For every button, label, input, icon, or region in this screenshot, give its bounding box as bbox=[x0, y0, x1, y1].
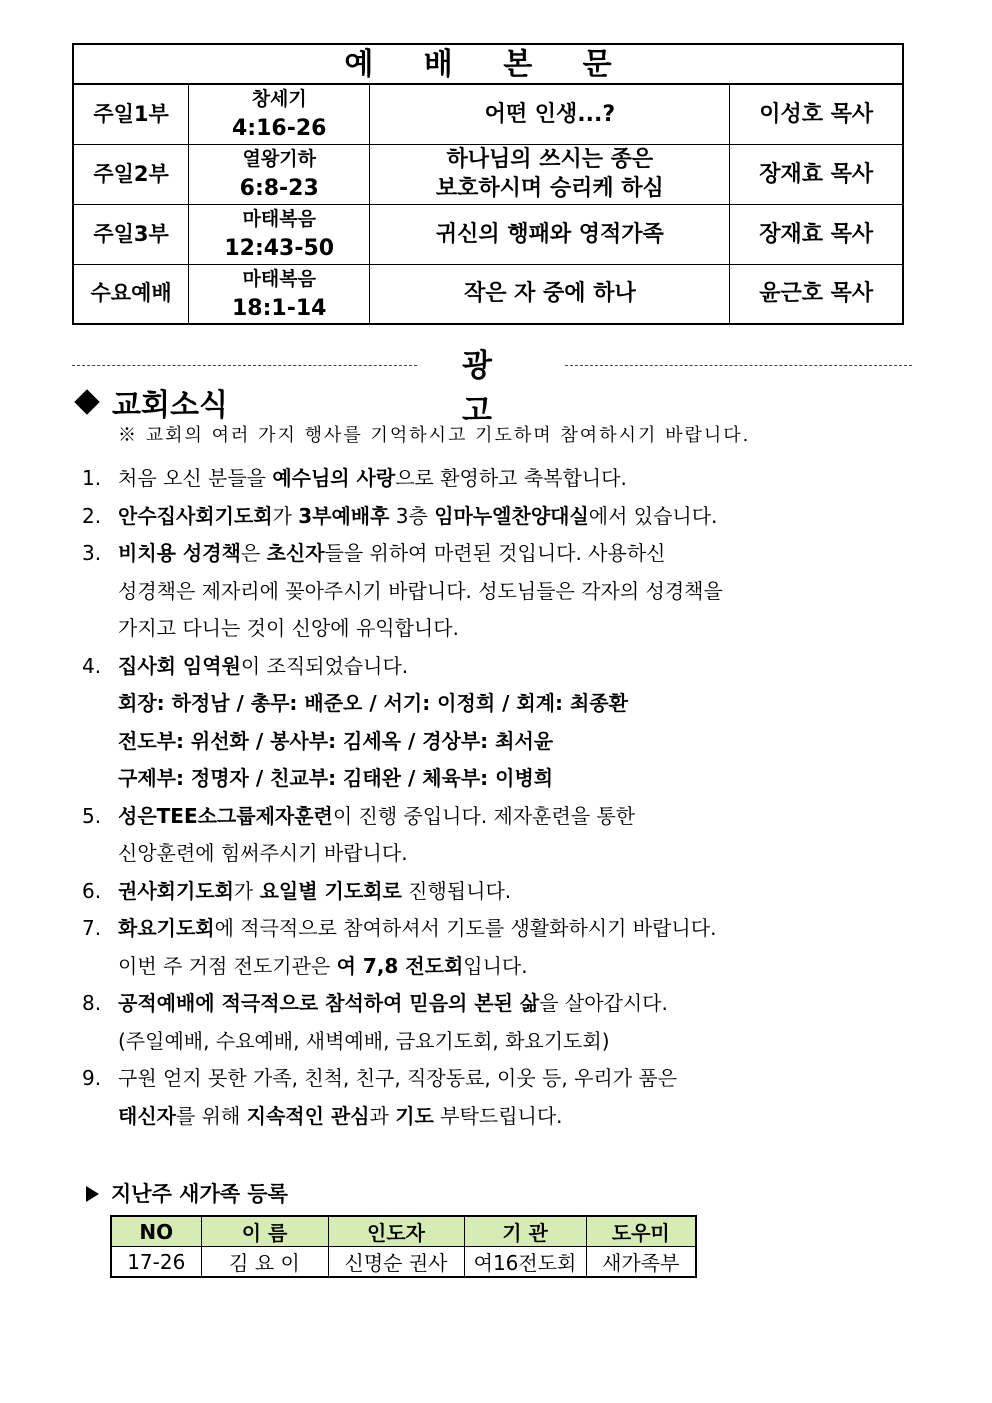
scripture-book: 열왕기하 bbox=[242, 148, 316, 170]
list-item-continued: 성경책은 제자리에 꽂아주시기 바랍니다. 성도님들은 각자의 성경책을 bbox=[118, 578, 723, 603]
service-name: 수요예배 bbox=[73, 264, 189, 324]
scripture-book: 마태복음 bbox=[242, 208, 316, 230]
worship-table bbox=[72, 43, 904, 325]
table-header-row bbox=[111, 1216, 696, 1247]
sermon-line: 작은 자 중에 하나 bbox=[463, 281, 636, 307]
scripture-verse: 12:43-50 bbox=[224, 236, 335, 261]
scripture-book: 창세기 bbox=[251, 88, 307, 111]
scripture-verse: 6:8-23 bbox=[239, 176, 319, 201]
list-item: 4. 집사회 임역원이 조직되었습니다. bbox=[82, 653, 409, 678]
triangle-bullet-icon bbox=[86, 1186, 99, 1202]
announcements-title: 광 고 bbox=[462, 348, 522, 429]
table-row bbox=[111, 1247, 696, 1278]
notice-list bbox=[82, 460, 922, 1135]
table-row bbox=[73, 84, 903, 144]
registration-heading bbox=[86, 1178, 288, 1208]
table-cell: 김 요 이 bbox=[201, 1247, 328, 1278]
table-row bbox=[73, 204, 903, 264]
sermon-title bbox=[370, 264, 730, 324]
preacher: 장재효 목사 bbox=[730, 204, 903, 264]
scripture-verse: 18:1-14 bbox=[231, 295, 327, 321]
table-cell: 새가족부 bbox=[586, 1247, 696, 1278]
registration-title: 지난주 새가족 등록 bbox=[111, 1182, 288, 1206]
column-header: 도우미 bbox=[586, 1216, 696, 1247]
dashed-divider bbox=[72, 365, 417, 366]
preacher: 이성호 목사 bbox=[730, 84, 903, 144]
list-item-continued: 가지고 다니는 것이 신앙에 유익합니다. bbox=[118, 616, 459, 640]
sermon-line: 하나님의 쓰시는 종은 bbox=[446, 147, 654, 172]
list-item-continued: 이번 주 거점 전도기관은 여 7,8 전도회입니다. bbox=[118, 953, 528, 978]
scripture bbox=[189, 264, 370, 324]
scripture bbox=[189, 204, 370, 264]
column-header: NO bbox=[111, 1216, 201, 1247]
dashed-divider bbox=[565, 365, 912, 366]
scripture-verse: 4:16-26 bbox=[231, 116, 327, 142]
sermon-line: 보호하시며 승리케 하심 bbox=[435, 176, 664, 201]
sermon-line: 어떤 인생...? bbox=[484, 101, 616, 127]
scripture bbox=[189, 84, 370, 144]
sermon-title bbox=[370, 144, 730, 204]
list-item: 6. 권사회기도회가 요일별 기도회로 진행됩니다. bbox=[82, 878, 512, 903]
scripture bbox=[189, 144, 370, 204]
column-header: 인도자 bbox=[328, 1216, 464, 1247]
sermon-title bbox=[370, 84, 730, 144]
service-name: 주일3부 bbox=[73, 204, 189, 264]
church-news-heading bbox=[78, 380, 228, 424]
sermon-line: 귀신의 행패와 영적가족 bbox=[435, 221, 664, 247]
column-header: 이 름 bbox=[201, 1216, 328, 1247]
list-item: 5. 성은TEE소그룹제자훈련이 진행 중입니다. 제자훈련을 통한 bbox=[82, 803, 636, 828]
sermon-title bbox=[370, 204, 730, 264]
table-cell: 17-26 bbox=[111, 1247, 201, 1278]
worship-title: 예 배 본 문 bbox=[73, 44, 903, 84]
preacher: 장재효 목사 bbox=[730, 144, 903, 204]
registration-table bbox=[110, 1215, 697, 1278]
church-news-intro: ※ 교회의 여러 가지 행사를 기억하시고 기도하며 참여하시기 바랍니다. bbox=[118, 425, 751, 446]
list-item-continued: (주일예배, 수요예배, 새벽예배, 금요기도회, 화요기도회) bbox=[118, 1028, 610, 1053]
officer-list: 전도부: 위선화 / 봉사부: 김세옥 / 경상부: 최서윤 bbox=[118, 728, 554, 753]
list-item-continued: 태신자를 위해 지속적인 관심과 기도 부탁드립니다. bbox=[118, 1103, 563, 1128]
church-news-title: 교회소식 bbox=[112, 388, 228, 423]
table-row bbox=[73, 264, 903, 324]
officer-list: 구제부: 정명자 / 친교부: 김태완 / 체육부: 이병희 bbox=[118, 766, 554, 790]
list-item: 1. 처음 오신 분들을 예수님의 사랑으로 환영하고 축복합니다. bbox=[82, 466, 627, 490]
table-row bbox=[73, 144, 903, 204]
officer-list: 회장: 하정남 / 총무: 배준오 / 서기: 이정희 / 회계: 최종환 bbox=[118, 691, 628, 715]
list-item: 7. 화요기도회에 적극적으로 참여하셔서 기도를 생활화하시기 바랍니다. bbox=[82, 916, 717, 940]
column-header: 기 관 bbox=[464, 1216, 586, 1247]
scripture-book: 마태복음 bbox=[242, 267, 316, 290]
table-cell: 여16전도회 bbox=[464, 1247, 586, 1278]
list-item: 8. 공적예배에 적극적으로 참석하여 믿음의 본된 삶을 살아갑시다. bbox=[82, 991, 668, 1015]
preacher: 윤근호 목사 bbox=[730, 264, 903, 324]
list-item: 9. 구원 얻지 못한 가족, 친척, 친구, 직장동료, 이웃 등, 우리가 품은 bbox=[82, 1066, 678, 1090]
table-cell: 신명순 권사 bbox=[328, 1247, 464, 1278]
service-name: 주일1부 bbox=[73, 84, 189, 144]
diamond-bullet-icon bbox=[74, 389, 99, 414]
service-name: 주일2부 bbox=[73, 144, 189, 204]
list-item-continued: 신앙훈련에 힘써주시기 바랍니다. bbox=[118, 841, 408, 865]
list-item: 3. 비치용 성경책은 초신자들을 위하여 마련된 것입니다. 사용하신 bbox=[82, 541, 666, 565]
list-item: 2. 안수집사회기도회가 3부예배후 3층 임마누엘찬양대실에서 있습니다. bbox=[82, 503, 718, 528]
